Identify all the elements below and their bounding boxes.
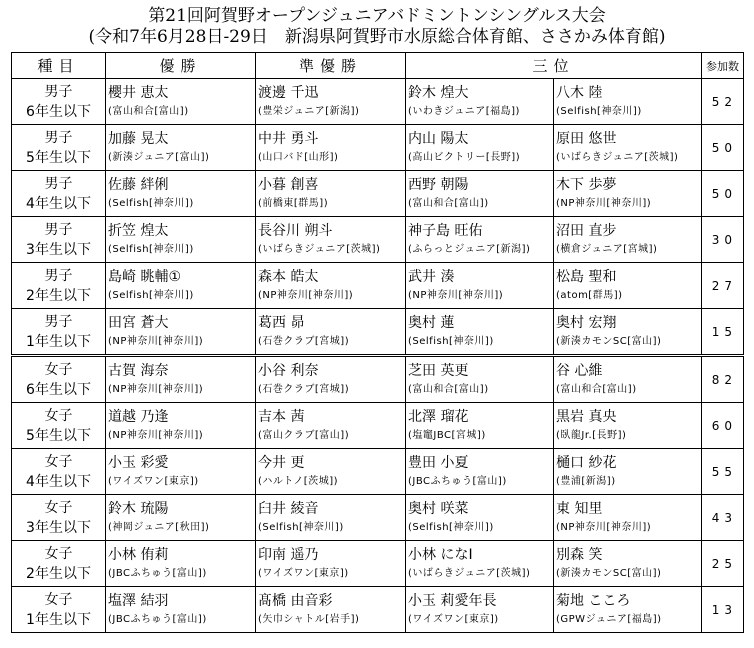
club-name: (新湊カモンSC[富山])	[556, 335, 662, 347]
club-name: (Selfish[神奈川])	[108, 243, 194, 255]
grade-label: 5年生以下	[26, 427, 91, 444]
grade-label: 5年生以下	[26, 149, 91, 166]
club-name: (ふらっとジュニア[新潟])	[408, 243, 531, 255]
player-name: 奥村 宏翔	[556, 314, 617, 331]
player-name: 島崎 眺輔①	[108, 268, 182, 285]
participant-count: 43	[702, 495, 744, 541]
runner-up-cell	[256, 403, 406, 449]
grade-label: 3年生以下	[26, 519, 91, 536]
player-name: 豊田 小夏	[408, 454, 469, 471]
player-name: 長谷川 朔斗	[258, 222, 333, 239]
third2-cell	[554, 309, 702, 356]
player-name: 奥村 蓮	[408, 314, 455, 331]
player-name: 渡邊 千迅	[258, 84, 319, 101]
club-name: (atom[群馬])	[556, 289, 623, 301]
results-body	[12, 79, 744, 633]
club-name: (ワイズワン[東京])	[108, 475, 199, 487]
club-name: (山口バド[山形])	[258, 151, 339, 163]
player-name: 松島 聖和	[556, 268, 617, 285]
category-cell	[12, 125, 106, 171]
player-name: 東 知里	[556, 500, 603, 517]
runner-up-cell	[256, 587, 406, 633]
player-name: 葛西 昴	[258, 314, 305, 331]
winner-cell	[106, 403, 256, 449]
participant-count: 27	[702, 263, 744, 309]
player-name: 小林 になⅠ	[408, 546, 473, 563]
table-row	[12, 309, 744, 356]
participant-count: 15	[702, 309, 744, 356]
club-name: (豊浦[新潟])	[556, 475, 616, 487]
table-row	[12, 587, 744, 633]
winner-cell	[106, 495, 256, 541]
participant-count: 50	[702, 125, 744, 171]
grade-label: 3年生以下	[26, 241, 91, 258]
club-name: (NP神奈川[神奈川])	[108, 335, 204, 347]
third1-cell	[406, 217, 554, 263]
player-name: 八木 陸	[556, 84, 603, 101]
club-name: (JBCふちゅう[富山])	[108, 613, 207, 625]
table-row	[12, 217, 744, 263]
third1-cell	[406, 125, 554, 171]
player-name: 田宮 蒼大	[108, 314, 169, 331]
gender-label: 男子	[44, 83, 73, 100]
player-name: 道越 乃逢	[108, 408, 169, 425]
category-cell	[12, 403, 106, 449]
gender-label: 男子	[44, 175, 73, 192]
third1-cell	[406, 309, 554, 356]
club-name: (新湊ジュニア[富山])	[108, 151, 210, 163]
club-name: (いばらきジュニア[茨城])	[258, 243, 381, 255]
category-cell	[12, 495, 106, 541]
table-row	[12, 171, 744, 217]
player-name: 折笠 煌太	[108, 222, 169, 239]
grade-label: 2年生以下	[26, 287, 91, 304]
player-name: 小谷 利奈	[258, 362, 319, 379]
player-name: 別森 笑	[556, 546, 603, 563]
header-row	[12, 53, 744, 79]
player-name: 臼井 綾音	[258, 500, 319, 517]
category-cell	[12, 263, 106, 309]
table-row	[12, 263, 744, 309]
player-name: 鈴木 琉陽	[108, 500, 169, 517]
club-name: (Selfish[神奈川])	[408, 335, 494, 347]
player-name: 内山 陽太	[408, 130, 469, 147]
third1-cell	[406, 587, 554, 633]
club-name: (石巻クラブ[宮城])	[258, 383, 350, 395]
club-name: (いばらきジュニア[茨城])	[556, 151, 679, 163]
third1-cell	[406, 495, 554, 541]
table-row	[12, 356, 744, 403]
club-name: (新湊カモンSC[富山])	[556, 567, 662, 579]
category-cell	[12, 356, 106, 403]
player-name: 北澤 瑠花	[408, 408, 469, 425]
club-name: (NP神奈川[神奈川])	[556, 521, 652, 533]
third2-cell	[554, 171, 702, 217]
participant-count: 30	[702, 217, 744, 263]
runner-up-cell	[256, 217, 406, 263]
table-row	[12, 79, 744, 125]
club-name: (JBCふちゅう[富山])	[108, 567, 207, 579]
winner-cell	[106, 449, 256, 495]
gender-label: 男子	[44, 267, 73, 284]
gender-label: 女子	[44, 407, 73, 424]
club-name: (NP神奈川[神奈川])	[258, 289, 354, 301]
player-name: 木下 歩夢	[556, 176, 617, 193]
category-cell	[12, 449, 106, 495]
third1-cell	[406, 171, 554, 217]
club-name: (Selfish[神奈川])	[108, 289, 194, 301]
player-name: 神子島 旺佑	[408, 222, 483, 239]
runner-up-cell	[256, 263, 406, 309]
player-name: 佐藤 絆俐	[108, 176, 169, 193]
player-name: 加藤 晃太	[108, 130, 169, 147]
player-name: 芝田 英更	[408, 362, 469, 379]
club-name: (NP神奈川[神奈川])	[408, 289, 504, 301]
participant-count: 82	[702, 356, 744, 403]
third2-cell	[554, 541, 702, 587]
club-name: (Selfish[神奈川])	[108, 197, 194, 209]
gender-label: 女子	[44, 453, 73, 470]
third1-cell	[406, 356, 554, 403]
runner-up-cell	[256, 541, 406, 587]
player-name: 菊地 こころ	[556, 592, 631, 609]
player-name: 櫻井 恵太	[108, 84, 169, 101]
player-name: 印南 遥乃	[258, 546, 319, 563]
club-name: (富山和合[富山])	[408, 383, 489, 395]
club-name: (富山和合[富山])	[556, 383, 637, 395]
runner-up-cell	[256, 309, 406, 356]
page-title: 第21回阿賀野オープンジュニアバドミントンシングルス大会	[148, 6, 606, 26]
results-table	[11, 52, 744, 633]
player-name: 鈴木 煌大	[408, 84, 469, 101]
third1-cell	[406, 263, 554, 309]
player-name: 沼田 直步	[556, 222, 617, 239]
club-name: (いわきジュニア[福島])	[408, 105, 520, 117]
club-name: (矢巾シャトル[岩手])	[258, 613, 360, 625]
winner-cell	[106, 125, 256, 171]
third2-cell	[554, 403, 702, 449]
third2-cell	[554, 263, 702, 309]
grade-label: 2年生以下	[26, 565, 91, 582]
club-name: (富山クラブ[富山])	[258, 429, 350, 441]
club-name: (NP神奈川[神奈川])	[556, 197, 652, 209]
winner-cell	[106, 356, 256, 403]
winner-cell	[106, 217, 256, 263]
runner-up-cell	[256, 356, 406, 403]
page-subtitle: (令和7年6月28日-29日 新潟県阿賀野市水原総合体育館、ささかみ体育館)	[88, 27, 666, 47]
category-cell	[12, 541, 106, 587]
participant-count: 52	[702, 79, 744, 125]
club-name: (Selfish[神奈川])	[258, 521, 344, 533]
grade-label: 6年生以下	[26, 103, 91, 120]
table-row	[12, 541, 744, 587]
club-name: (富山和合[富山])	[408, 197, 489, 209]
participant-count: 55	[702, 449, 744, 495]
grade-label: 6年生以下	[26, 381, 91, 398]
player-name: 樋口 紗花	[556, 454, 617, 471]
participant-count: 60	[702, 403, 744, 449]
club-name: (富山和合[富山])	[108, 105, 189, 117]
winner-cell	[106, 587, 256, 633]
gender-label: 男子	[44, 313, 73, 330]
header-runner-up: 準優勝	[256, 53, 406, 79]
participant-count: 25	[702, 541, 744, 587]
winner-cell	[106, 171, 256, 217]
gender-label: 男子	[44, 221, 73, 238]
category-cell	[12, 79, 106, 125]
club-name: (GPWジュニア[福島])	[556, 613, 662, 625]
player-name: 髙橋 由音彩	[258, 592, 333, 609]
table-row	[12, 403, 744, 449]
club-name: (ワイズワン[東京])	[258, 567, 349, 579]
grade-label: 4年生以下	[26, 473, 91, 490]
player-name: 塩澤 結羽	[108, 592, 169, 609]
club-name: (Selfish[神奈川])	[408, 521, 494, 533]
player-name: 小玉 莉愛年長	[408, 592, 497, 609]
third2-cell	[554, 217, 702, 263]
grade-label: 4年生以下	[26, 195, 91, 212]
player-name: 森本 皓太	[258, 268, 319, 285]
category-cell	[12, 171, 106, 217]
player-name: 小玉 彩愛	[108, 454, 169, 471]
gender-label: 女子	[44, 361, 73, 378]
header-participants: 参加数	[702, 53, 744, 79]
player-name: 吉本 茜	[258, 408, 305, 425]
winner-cell	[106, 79, 256, 125]
gender-label: 女子	[44, 499, 73, 516]
runner-up-cell	[256, 495, 406, 541]
table-row	[12, 125, 744, 171]
table-row	[12, 495, 744, 541]
player-name: 古賀 海奈	[108, 362, 169, 379]
player-name: 小暮 創喜	[258, 176, 319, 193]
club-name: (ワイズワン[東京])	[408, 613, 499, 625]
participant-count: 50	[702, 171, 744, 217]
third1-cell	[406, 449, 554, 495]
runner-up-cell	[256, 449, 406, 495]
runner-up-cell	[256, 171, 406, 217]
third2-cell	[554, 125, 702, 171]
player-name: 黒岩 真央	[556, 408, 617, 425]
third2-cell	[554, 356, 702, 403]
player-name: 原田 悠世	[556, 130, 617, 147]
runner-up-cell	[256, 79, 406, 125]
player-name: 奥村 咲菜	[408, 500, 469, 517]
gender-label: 女子	[44, 545, 73, 562]
club-name: (豊栄ジュニア[新潟])	[258, 105, 360, 117]
player-name: 今井 更	[258, 454, 305, 471]
category-cell	[12, 217, 106, 263]
club-name: (神岡ジュニア[秋田])	[108, 521, 210, 533]
club-name: (高山ビクトリー[長野])	[408, 151, 521, 163]
category-cell	[12, 309, 106, 356]
third1-cell	[406, 79, 554, 125]
club-name: (塩竈JBC[宮城])	[408, 429, 486, 441]
player-name: 谷 心維	[556, 362, 603, 379]
club-name: (NP神奈川[神奈川])	[108, 429, 204, 441]
club-name: (いばらきジュニア[茨城])	[408, 567, 531, 579]
third1-cell	[406, 403, 554, 449]
winner-cell	[106, 263, 256, 309]
third2-cell	[554, 495, 702, 541]
third1-cell	[406, 541, 554, 587]
gender-label: 女子	[44, 591, 73, 608]
player-name: 小林 侑莉	[108, 546, 169, 563]
header-category: 種目	[12, 53, 106, 79]
club-name: (石巻クラブ[宮城])	[258, 335, 350, 347]
third2-cell	[554, 449, 702, 495]
third2-cell	[554, 587, 702, 633]
table-row	[12, 449, 744, 495]
runner-up-cell	[256, 125, 406, 171]
player-name: 西野 朝陽	[408, 176, 469, 193]
club-name: (Selfish[神奈川])	[556, 105, 642, 117]
category-cell	[12, 587, 106, 633]
club-name: (横倉ジュニア[宮城])	[556, 243, 658, 255]
player-name: 武井 湊	[408, 268, 455, 285]
grade-label: 1年生以下	[26, 611, 91, 628]
club-name: (ハルトノ[茨城])	[258, 475, 339, 487]
club-name: (臥龍Jr.[長野])	[556, 429, 627, 441]
grade-label: 1年生以下	[26, 333, 91, 350]
club-name: (JBCふちゅう[富山])	[408, 475, 507, 487]
winner-cell	[106, 309, 256, 356]
third2-cell	[554, 79, 702, 125]
winner-cell	[106, 541, 256, 587]
club-name: (前橋東[群馬])	[258, 197, 329, 209]
player-name: 中井 勇斗	[258, 130, 319, 147]
club-name: (NP神奈川[神奈川])	[108, 383, 204, 395]
gender-label: 男子	[44, 129, 73, 146]
participant-count: 13	[702, 587, 744, 633]
header-third: 三位	[406, 53, 702, 79]
header-winner: 優勝	[106, 53, 256, 79]
